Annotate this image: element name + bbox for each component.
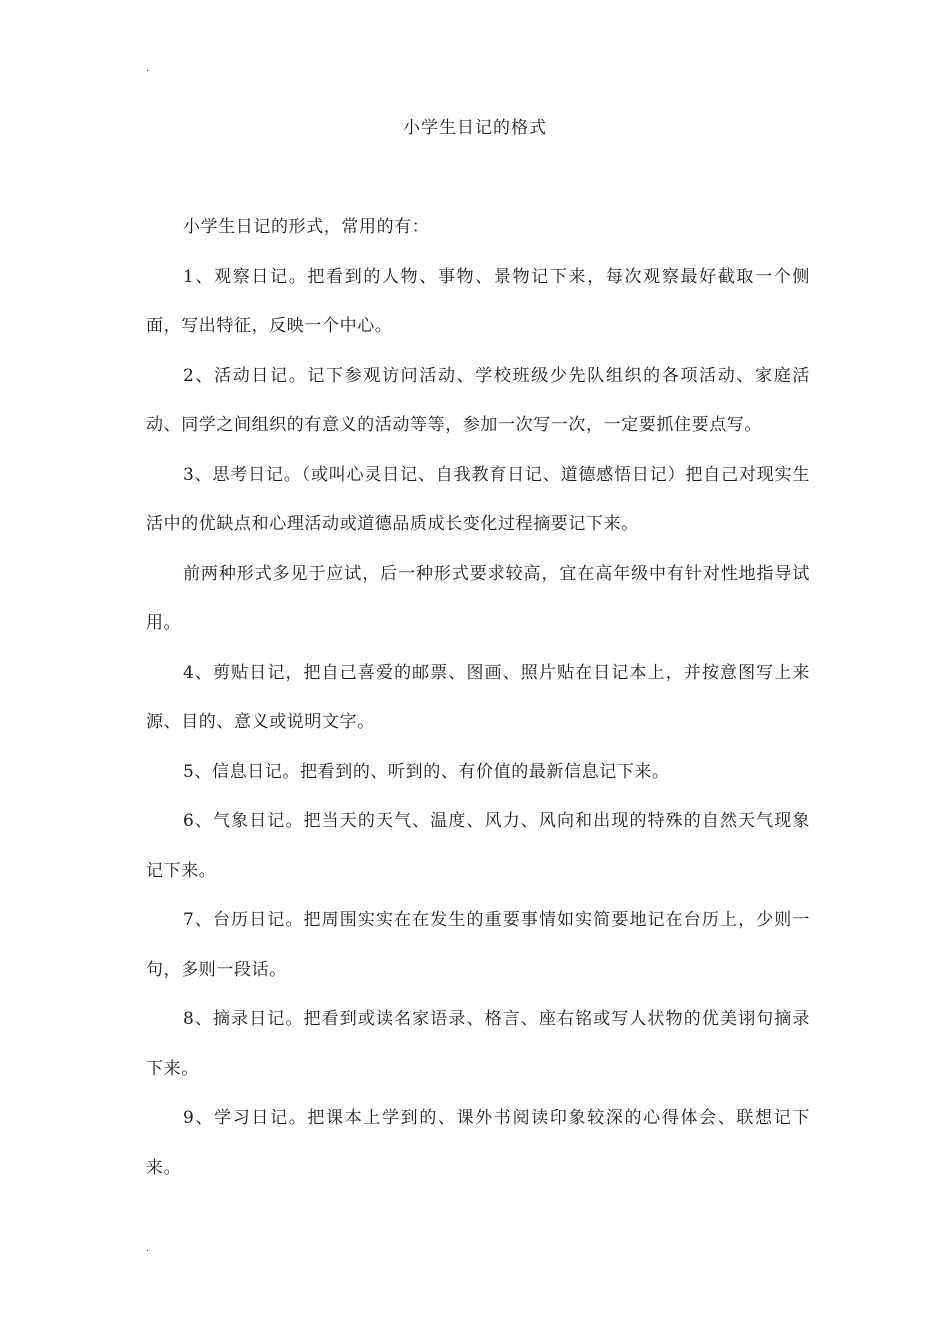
top-corner-mark: .: [146, 63, 150, 74]
paragraph-activity-diary: 2、活动日记。记下参观访问活动、学校班级少先队组织的各项活动、家庭活动、同学之间组织的有意义的活动等等，参加一次写一次，一定要抓住要点写。: [146, 365, 810, 435]
bottom-corner-mark: .: [146, 1243, 150, 1254]
paragraph-study-diary: 9、学习日记。把课本上学到的、课外书阅读印象较深的心得体会、联想记下来。: [146, 1108, 810, 1178]
paragraph-weather-diary: 6、气象日记。把当天的天气、温度、风力、风向和出现的特殊的自然天气现象记下来。: [146, 811, 810, 881]
paragraph-observation-diary: 1、观察日记。把看到的人物、事物、景物记下来，每次观察最好截取一个侧面，写出特征，反映一个中心。: [146, 266, 810, 336]
paragraph-information-diary: 5、信息日记。把看到的、听到的、有价值的最新信息记下来。: [183, 761, 670, 782]
paragraph-excerpt-diary: 8、摘录日记。把看到或读名家语录、格言、座右铭或写人状物的优美诩句摘录下来。: [146, 1009, 810, 1079]
paragraph-intro: 小学生日记的形式，常用的有：: [183, 217, 430, 237]
paragraph-note: 前两种形式多见于应试，后一种形式要求较高，宜在高年级中有针对性地指导试用。: [146, 563, 810, 633]
document-body: [146, 203, 810, 1193]
paragraph-calendar-diary: 7、台历日记。把周围实实在在发生的重要事情如实简要地记在台历上，少则一句，多则一段话。: [146, 910, 810, 980]
paragraph-clipping-diary: 4、剪贴日记，把自己喜爱的邮票、图画、照片贴在日记本上，并按意图写上来源、目的、意义或说明文字。: [146, 662, 810, 732]
paragraph-reflection-diary: 3、思考日记。（或叫心灵日记、自我教育日记、道德感悟日记）把自己对现实生活中的优缺点和心理活动或道德品质成长变化过程摘要记下来。: [146, 464, 810, 534]
page-title: 小学生日记的格式: [403, 118, 547, 138]
